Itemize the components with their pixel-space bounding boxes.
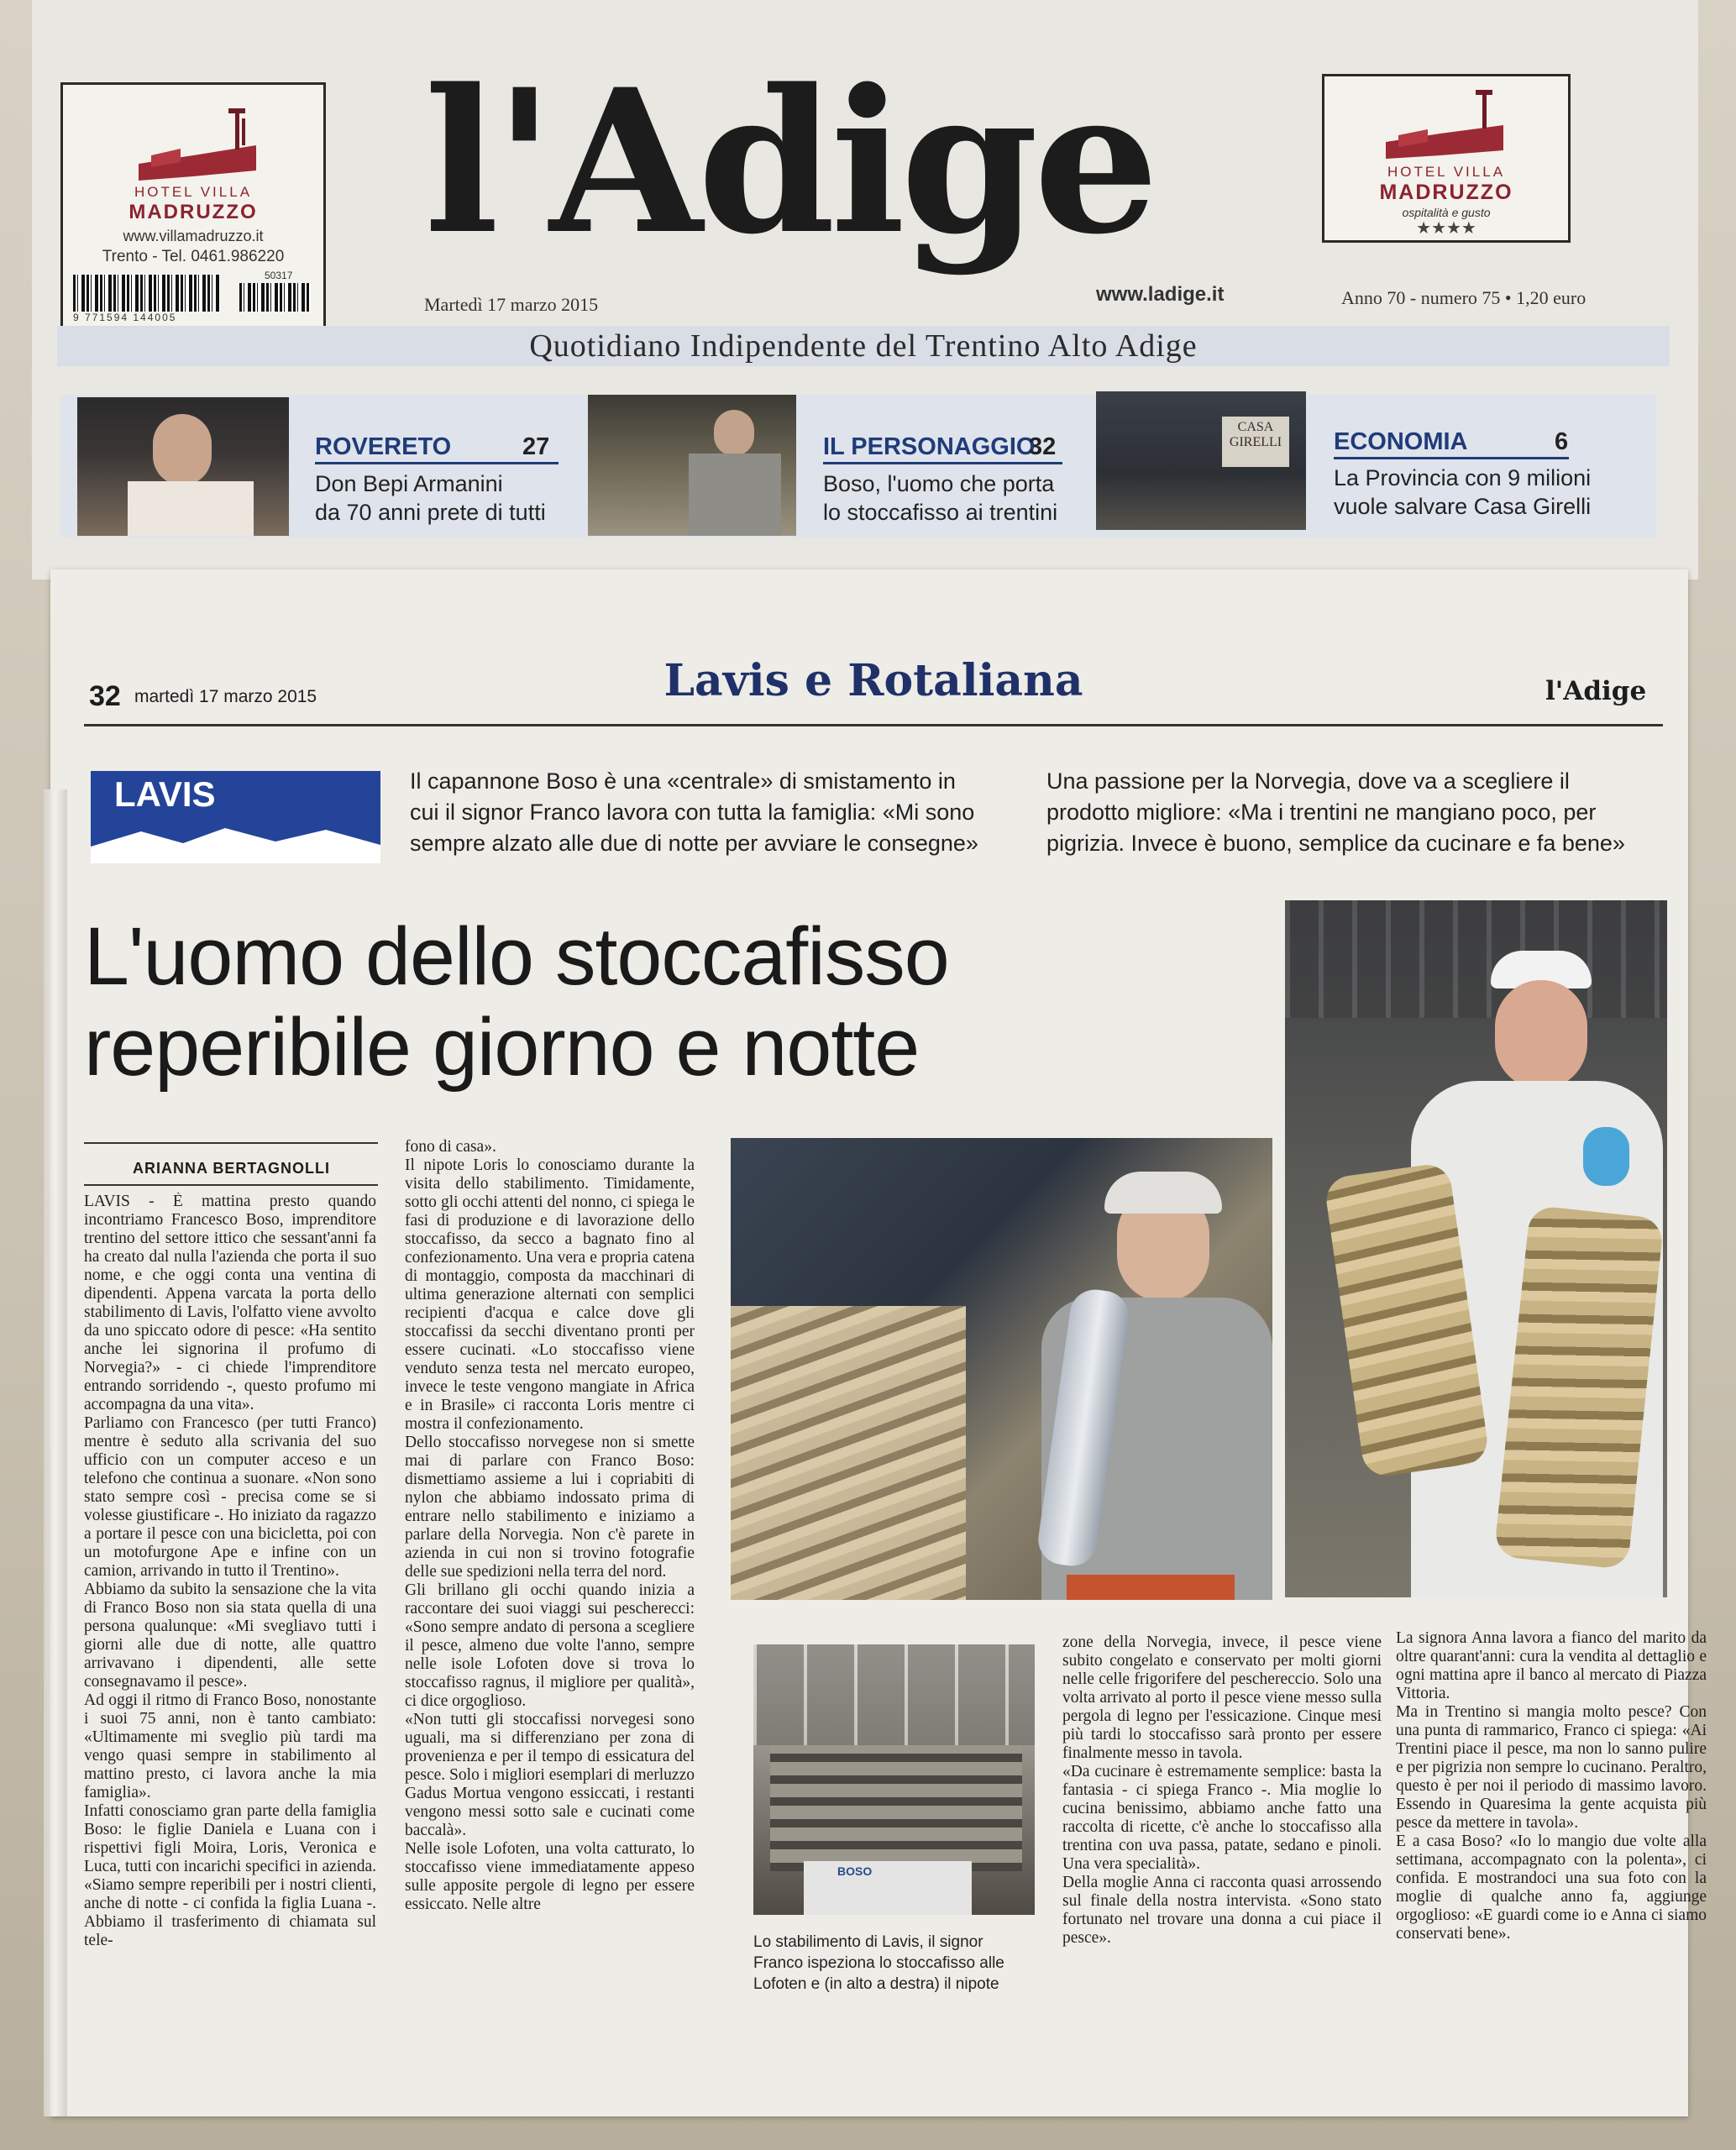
- hotel-name-line1: HOTEL VILLA: [1387, 164, 1506, 180]
- teaser-page-number: 27: [522, 433, 550, 460]
- binder-clip-strip: [44, 789, 67, 2116]
- teaser-rule: [1334, 457, 1569, 459]
- teaser-line2[interactable]: da 70 anni prete di tutti: [315, 500, 546, 525]
- photo-lavis-plant: [753, 1644, 1035, 1915]
- page-number: 32: [89, 680, 121, 712]
- barcode-addon: [239, 283, 311, 312]
- teaser-line2[interactable]: vuole salvare Casa Girelli: [1334, 494, 1592, 519]
- box-label: BOSO: [837, 1864, 873, 1878]
- byline-rule-bottom: [84, 1184, 378, 1186]
- teaser-line1[interactable]: La Provincia con 9 milioni: [1334, 465, 1592, 490]
- hotel-name-line2: MADRUZZO: [128, 201, 258, 223]
- teaser-section-rovereto[interactable]: ROVERETO: [315, 433, 452, 460]
- headline: [84, 911, 1277, 1093]
- teaser-section-economia[interactable]: ECONOMIA: [1334, 428, 1468, 455]
- hotel-slogan: ospitalità e gusto: [1402, 206, 1491, 219]
- deck-right: Una passione per la Norvegia, dove va a scegliere il prodotto migliore: «Ma i trentini ne mangiano poco, per pigrizia. Invece è buono, semplice da cucinare e fa bene»: [1046, 768, 1625, 856]
- teaser-rule: [823, 462, 1062, 464]
- teaser-line2[interactable]: lo stoccafisso ai trentini: [823, 500, 1058, 525]
- hotel-stars: ★★★★: [1416, 219, 1476, 238]
- teaser-photo-casa-girelli: [1096, 391, 1306, 530]
- hotel-phone: Trento - Tel. 0461.986220: [102, 248, 285, 265]
- hotel-ad-left: [60, 82, 326, 329]
- tagline: Quotidiano Indipendente del Trentino Alto Adige: [529, 328, 1198, 364]
- section-title: Lavis e Rotaliana: [663, 655, 1083, 706]
- hotel-name-line2: MADRUZZO: [1379, 181, 1513, 204]
- article-column-2: fono di casa». Il nipote Loris lo conosciamo durante la visita dello stabilimento. Timidamente, sotto gli occhi attenti del nonno, ci spiega le fasi di produzione e di lavorazione dello stoccafisso, da secco a bagnato fino al confezionamento. Una vera e propria catena di montaggio, composta da macchinari di ultima generazione alternati con semplici recipienti d'acqua e calce dove gli stoccafissi da secchi diventano pronti per essere cucinati. «Lo stoccafisso viene venduto senza testa nel mercato europeo, invece le teste vengono mangiate in Africa e in Brasile» ci racconta Loris mentre ci mostra il confezionamento. Dello stoccafisso norvegese non si smette mai di parlare con Franco Boso: dismettiamo assieme a lui i copriabiti di nylon che abbiamo indossato prima di entrare nello stabilimento e iniziamo a parlare della Norvegia. Non c'è parete in azienda in cui non si trovino fotografie delle sue spedizioni nella terra del nord. Gli brillano gli occhi quando inizia a raccontare dei suoi viaggi sui pescherecci: «Sono sempre andato di persona a scegliere il pesce, almeno due volte l'anno, sempre nelle isole Lofoten dove si trova lo stoccafisso ragnus, il migliore per qualità», ci dice orgoglioso. «Non tutti gli stoccafissi norvegesi sono uguali, ma si differenziano per zona di provenienza e per il tempo di essicatura del pesce. Solo i migliori esemplari di merluzzo Gadus Mortua vengono essiccati, i restanti vengono messi sotto sale e cucinati come baccalà». Nelle isole Lofoten, una volta catturato, lo stoccafisso viene immediatamente appeso sulle apposite pergole di legno per essere essiccato. Nelle altre: [405, 1138, 695, 1913]
- photo-caption: Lo stabilimento di Lavis, il signor Franco ispeziona lo stoccafisso alle Lofoten e (in alto a destra) il nipote: [753, 1933, 1004, 1993]
- header-rule: [84, 724, 1663, 726]
- teaser-section-personaggio[interactable]: IL PERSONAGGIO: [823, 433, 1036, 460]
- teaser-rule: [315, 462, 559, 464]
- teaser-photo-priest: [77, 397, 289, 536]
- hotel-url: www.villamadruzzo.it: [123, 228, 264, 244]
- website-link[interactable]: www.ladige.it: [1096, 283, 1225, 306]
- masthead-title: l'Adige: [424, 46, 1154, 278]
- teaser-line1[interactable]: Don Bepi Armanini: [315, 471, 503, 496]
- mountain-graphic-icon: [91, 823, 380, 863]
- article-column-4: La signora Anna lavora a fianco del marito da oltre quarant'anni: cura la vendita al dettaglio e ogni mattina apre il banco al mercato di Piazza Vittoria. Ma in Trentino si mangia molto pesce? Con una punta di rammarico, Franco ci spiega: «Ai Trentini piace il pesce, ma non lo sanno pulire e per pigrizia non sempre lo cucinano. Peraltro, questo è per noi il periodo di massimo lavoro. Essendo in Quaresima la gente acquista più pesce da mettere in tavola». E a casa Boso? «Io lo mangio due volte alla settimana, accompagnato con la polenta», ci confida. E mostrandoci una sua foto con la moglie di qualche anno fa, aggiunge orgoglioso: «E guardi come io e Anna ci siamo conservati bene».: [1396, 1629, 1707, 1943]
- page-date: martedì 17 marzo 2015: [134, 687, 317, 706]
- headline-line1: L'uomo dello stoccafisso: [84, 910, 949, 1002]
- teaser-line1[interactable]: Boso, l'uomo che porta: [823, 471, 1055, 496]
- teaser-page-number: 32: [1029, 433, 1057, 460]
- article-column-1: LAVIS - È mattina presto quando incontriamo Francesco Boso, imprenditore trentino del settore ittico che sessant'anni fa ha creato dal nulla l'azienda che porta il suo nome, e che oggi conta una ventina di dipendenti. Appena varcata la porta dello stabilimento di Lavis, l'olfatto viene avvolto da uno spiccato odore di pesce: «Ha sentito anche lei signorina il profumo di Norvegia?» - ci chiede l'imprenditore entrando sorridendo -, questo profumo mi accompagna da una vita». Parliamo con Francesco (per tutti Franco) mentre è seduto alla scrivania del suo ufficio con un computer acceso e un telefono che continua a suonare. «Non sono stato sempre così - precisa come se si volesse giustificare -. Ho iniziato da ragazzo a portare il pesce con una bicicletta, poi con un motofurgone Ape e infine con un camion, arrivando in tutto il Trentino». Abbiamo da subito la sensazione che la vita di Franco Boso non sia stata quella di una persona qualunque: «Mi svegliavo tutti i giorni alle due di notte, alle quattro arrivavano i dipendenti, alle sette consegnavamo il pesce». Ad oggi il ritmo di Franco Boso, nonostante i suoi 75 anni, non è tanto cambiato: «Ultimamente mi sveglio più tardi ma vengo quasi sempre in stabilimento al mattino presto, ci lavora anche la mia famiglia». Infatti conosciamo gran parte della famiglia Boso: le figlie Daniela e Luana con i rispettivi figli Moira, Loris, Veronica e Luca, tutti con incarichi specifici in azienda. «Siamo sempre reperibili per i nostri clienti, anche di notte - ci confida la figlia Luana -. Abbiamo il trasferimento di chiamata sul tele-: [84, 1193, 376, 1949]
- front-date: Martedì 17 marzo 2015: [424, 294, 599, 315]
- photo-franco-stockfish: [731, 1138, 1272, 1600]
- article-column-3: zone della Norvegia, invece, il pesce viene subito congelato e conservato per molti giorni nelle celle frigorifere del peschereccio. Solo una volta arrivato al porto il pesce viene messo sulla pergola di legno per l'essicazione. Cinque mesi più tardi lo stoccafisso sarà pronto per essere finalmente messo in tavola. «Da cucinare è estremamente semplice: basta la fantasia - ci spiega Franco -. Mia moglie lo cucina benissimo, abbiamo anche fatto una raccolta di ricette, c'è anche lo stoccafisso alla trentina con uva passa, patate, sedano e pinoli. Una vera specialità». Della moglie Anna ci racconta quasi arrossendo sul finale della nostra intervista. «Sono stato fortunato nel trovare una donna a cui piace il pesce».: [1062, 1633, 1382, 1947]
- villa-logo-icon: [134, 97, 260, 189]
- byline-rule-top: [84, 1142, 378, 1144]
- byline: ARIANNA BERTAGNOLLI: [133, 1160, 330, 1177]
- headline-line2: reperibile giorno e notte: [84, 1001, 920, 1093]
- teaser-page-number: 6: [1555, 428, 1569, 455]
- hotel-name-line1: HOTEL VILLA: [134, 184, 253, 200]
- villa-logo-icon: [1382, 83, 1508, 163]
- barcode-addon-number: 50317: [265, 270, 293, 281]
- teaser-sign-text: CASA GIRELLI: [1229, 420, 1282, 449]
- hotel-ad-right: [1322, 74, 1571, 243]
- inner-brand: l'Adige: [1545, 676, 1647, 706]
- location-tag-label: LAVIS: [114, 774, 216, 814]
- barcode-main: [73, 275, 220, 312]
- issue-info: Anno 70 - numero 75 • 1,20 euro: [1341, 287, 1587, 308]
- photo-nephew-loris: [1285, 900, 1667, 1597]
- teaser-photo-stockfish: [588, 395, 796, 536]
- barcode-number: 9 771594 144005: [73, 312, 177, 323]
- deck-left: Il capannone Boso è una «centrale» di smistamento in cui il signor Franco lavora con tutta la famiglia: «Mi sono sempre alzato alle due di notte per avviare le consegne»: [410, 768, 978, 856]
